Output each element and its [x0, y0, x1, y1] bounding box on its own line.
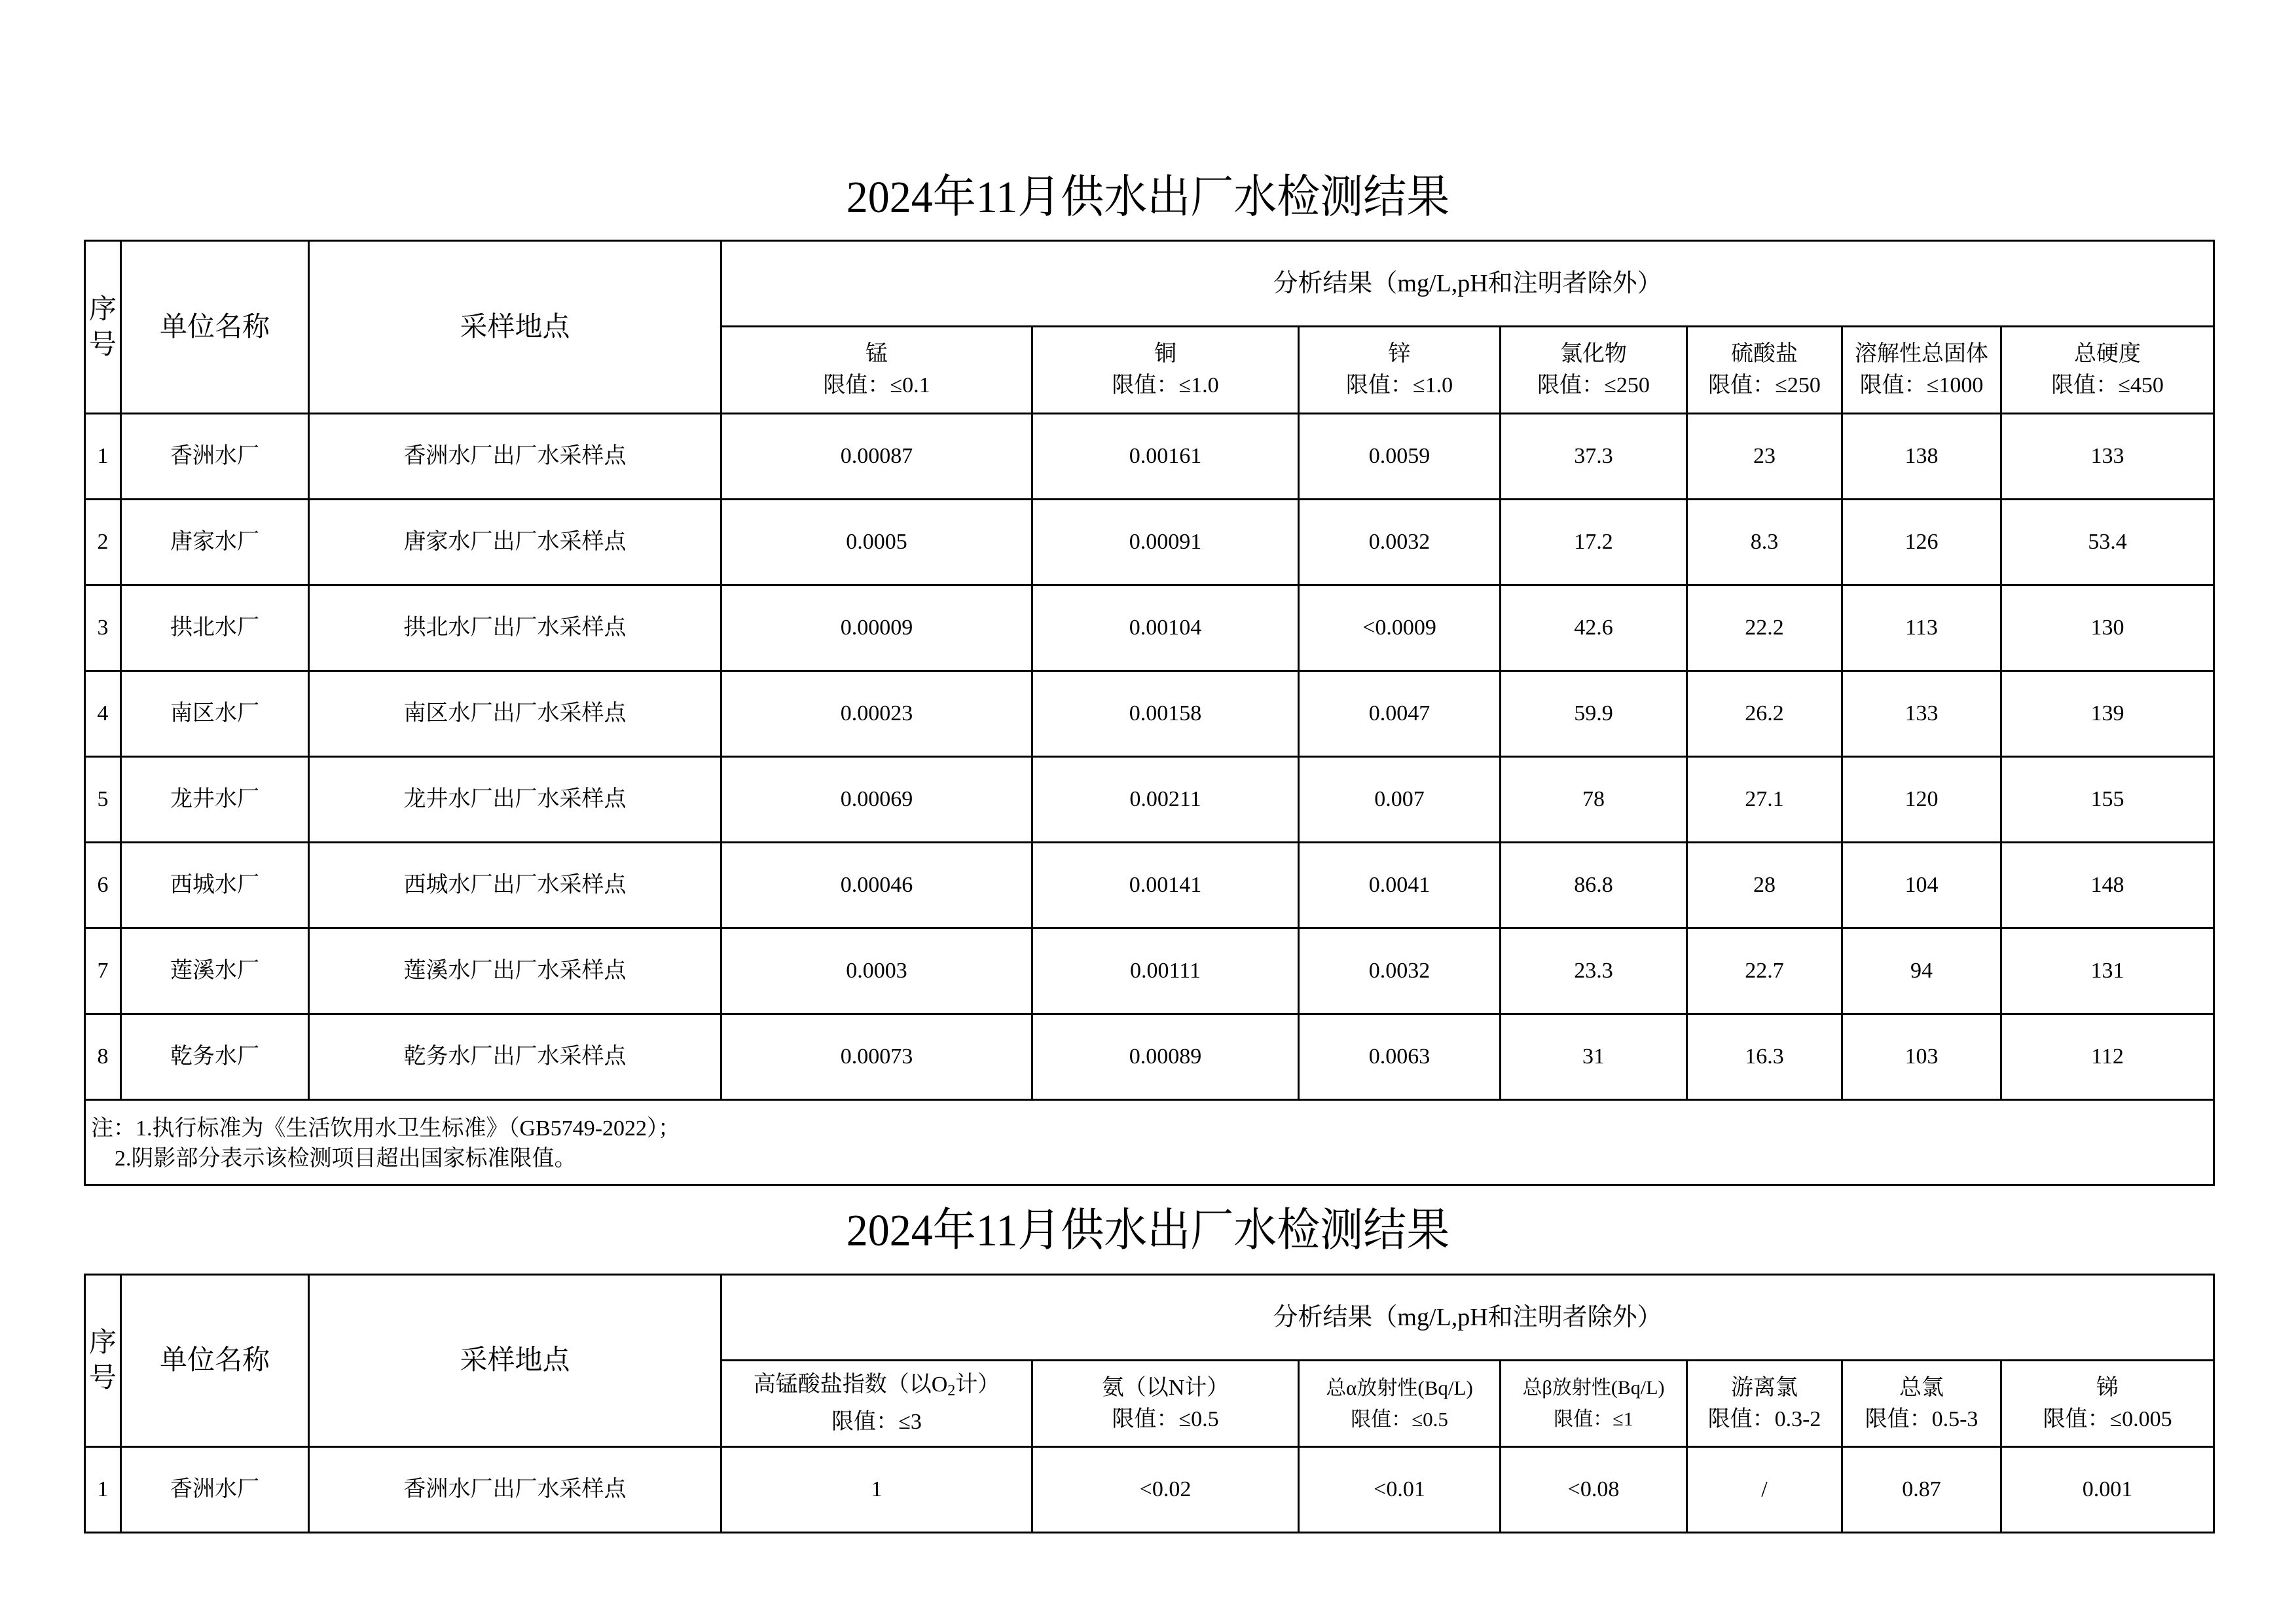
table-row: [85, 585, 2214, 671]
cell-value: <0.02: [1032, 1447, 1299, 1533]
cell-value: 0.007: [1299, 757, 1501, 843]
cell-value: 0.00091: [1032, 500, 1299, 585]
cell-value: 130: [2001, 585, 2214, 671]
header-seq: 序号: [85, 1275, 121, 1447]
cell-value: 0.00087: [721, 414, 1032, 500]
cell-value: 103: [1842, 1014, 2001, 1100]
cell-value: 0.00089: [1032, 1014, 1299, 1100]
col-header-total-chlorine: 总氯 限值：0.5-3: [1842, 1361, 2001, 1447]
cell-seq: 8: [85, 1014, 121, 1100]
cell-value: 133: [2001, 414, 2214, 500]
cell-value: 131: [2001, 928, 2214, 1014]
col-header-zinc: 锌 限值：≤1.0: [1299, 327, 1501, 414]
cell-unit: 香洲水厂: [121, 414, 309, 500]
cell-value: 37.3: [1501, 414, 1687, 500]
table-row: [85, 500, 2214, 585]
cell-value: 94: [1842, 928, 2001, 1014]
col-header-antimony: 锑 限值：≤0.005: [2001, 1361, 2214, 1447]
cell-unit: 西城水厂: [121, 843, 309, 928]
table1-title: 2024年11月供水出厂水检测结果: [846, 172, 1450, 223]
cell-value: 27.1: [1687, 757, 1842, 843]
cell-seq: 1: [85, 414, 121, 500]
results-table-1: [84, 240, 2215, 1186]
cell-value: 120: [1842, 757, 2001, 843]
cell-unit: 莲溪水厂: [121, 928, 309, 1014]
cell-value: 0.87: [1842, 1447, 2001, 1533]
cell-value: 139: [2001, 671, 2214, 757]
cell-value: 138: [1842, 414, 2001, 500]
cell-value: 23.3: [1501, 928, 1687, 1014]
cell-seq: 5: [85, 757, 121, 843]
cell-site: 香洲水厂出厂水采样点: [309, 1447, 721, 1533]
cell-seq: 6: [85, 843, 121, 928]
cell-value: 16.3: [1687, 1014, 1842, 1100]
cell-unit: 乾务水厂: [121, 1014, 309, 1100]
cell-site: 拱北水厂出厂水采样点: [309, 585, 721, 671]
cell-unit: 南区水厂: [121, 671, 309, 757]
cell-value: 17.2: [1501, 500, 1687, 585]
cell-value: 26.2: [1687, 671, 1842, 757]
col-header-tds: 溶解性总固体 限值：≤1000: [1842, 327, 2001, 414]
header-seq: 序号: [85, 241, 121, 414]
cell-site: 南区水厂出厂水采样点: [309, 671, 721, 757]
col-header-chloride: 氯化物 限值：≤250: [1501, 327, 1687, 414]
cell-value: 1: [721, 1447, 1032, 1533]
cell-value: 104: [1842, 843, 2001, 928]
table-row: [85, 1014, 2214, 1100]
cell-value: 133: [1842, 671, 2001, 757]
cell-value: 0.0005: [721, 500, 1032, 585]
cell-seq: 2: [85, 500, 121, 585]
cell-value: 0.0047: [1299, 671, 1501, 757]
header-site: 采样地点: [309, 1275, 721, 1447]
cell-site: 龙井水厂出厂水采样点: [309, 757, 721, 843]
col-header-free-chlorine: 游离氯 限值：0.3-2: [1687, 1361, 1842, 1447]
col-header-gross-alpha: 总α放射性(Bq/L) 限值：≤0.5: [1299, 1361, 1501, 1447]
table-row: [85, 414, 2214, 500]
table-row: [85, 671, 2214, 757]
cell-value: 148: [2001, 843, 2214, 928]
cell-value: 0.0032: [1299, 928, 1501, 1014]
col-header-gross-beta: 总β放射性(Bq/L) 限值：≤1: [1501, 1361, 1687, 1447]
cell-value: 0.00158: [1032, 671, 1299, 757]
col-header-manganese: 锰 限值：≤0.1: [721, 327, 1032, 414]
cell-value: 0.00046: [721, 843, 1032, 928]
cell-value: 0.001: [2001, 1447, 2214, 1533]
header-unit: 单位名称: [121, 241, 309, 414]
col-header-ammonia: 氨（以N计） 限值：≤0.5: [1032, 1361, 1299, 1447]
cell-site: 乾务水厂出厂水采样点: [309, 1014, 721, 1100]
cell-value: 8.3: [1687, 500, 1842, 585]
cell-value: 31: [1501, 1014, 1687, 1100]
note-line-1: 注：1.执行标准为《生活饮用水卫生标准》（GB5749-2022）；: [91, 1116, 681, 1141]
cell-unit: 唐家水厂: [121, 500, 309, 585]
header-analysis-group: 分析结果（mg/L,pH和注明者除外）: [721, 241, 2214, 327]
cell-value: 23: [1687, 414, 1842, 500]
header-analysis-group: 分析结果（mg/L,pH和注明者除外）: [721, 1275, 2214, 1361]
table-row: [85, 757, 2214, 843]
cell-value: 0.00104: [1032, 585, 1299, 671]
cell-value: 0.0041: [1299, 843, 1501, 928]
table-row: [85, 843, 2214, 928]
col-header-sulfate: 硫酸盐 限值：≤250: [1687, 327, 1842, 414]
cell-value: 0.00023: [721, 671, 1032, 757]
cell-value: 0.00211: [1032, 757, 1299, 843]
cell-value: 78: [1501, 757, 1687, 843]
cell-value: 113: [1842, 585, 2001, 671]
cell-site: 香洲水厂出厂水采样点: [309, 414, 721, 500]
cell-value: 0.00141: [1032, 843, 1299, 928]
header-unit: 单位名称: [121, 1275, 309, 1447]
cell-value: /: [1687, 1447, 1842, 1533]
cell-value: 0.00069: [721, 757, 1032, 843]
cell-site: 莲溪水厂出厂水采样点: [309, 928, 721, 1014]
cell-value: 155: [2001, 757, 2214, 843]
cell-value: 22.7: [1687, 928, 1842, 1014]
cell-unit: 香洲水厂: [121, 1447, 309, 1533]
cell-value: 0.00161: [1032, 414, 1299, 500]
cell-seq: 4: [85, 671, 121, 757]
col-header-hardness: 总硬度 限值：≤450: [2001, 327, 2214, 414]
cell-seq: 7: [85, 928, 121, 1014]
cell-value: 28: [1687, 843, 1842, 928]
note-line-2: 2.阴影部分表示该检测项目超出国家标准限值。: [115, 1147, 577, 1171]
cell-value: 0.0063: [1299, 1014, 1501, 1100]
cell-value: 22.2: [1687, 585, 1842, 671]
cell-value: 126: [1842, 500, 2001, 585]
cell-value: 0.0032: [1299, 500, 1501, 585]
cell-value: 0.0003: [721, 928, 1032, 1014]
table-notes: [85, 1100, 2214, 1185]
col-header-copper: 铜 限值：≤1.0: [1032, 327, 1299, 414]
cell-value: 0.00111: [1032, 928, 1299, 1014]
cell-seq: 3: [85, 585, 121, 671]
cell-unit: 拱北水厂: [121, 585, 309, 671]
cell-value: 0.0059: [1299, 414, 1501, 500]
cell-value: 53.4: [2001, 500, 2214, 585]
cell-value: 112: [2001, 1014, 2214, 1100]
cell-value: 59.9: [1501, 671, 1687, 757]
cell-value: 86.8: [1501, 843, 1687, 928]
cell-seq: 1: [85, 1447, 121, 1533]
cell-site: 西城水厂出厂水采样点: [309, 843, 721, 928]
cell-value: <0.0009: [1299, 585, 1501, 671]
table2-title: 2024年11月供水出厂水检测结果: [846, 1205, 1450, 1256]
cell-value: <0.01: [1299, 1447, 1501, 1533]
results-table-2: [84, 1274, 2215, 1533]
cell-value: 0.00073: [721, 1014, 1032, 1100]
cell-value: <0.08: [1501, 1447, 1687, 1533]
cell-value: 42.6: [1501, 585, 1687, 671]
col-header-permanganate-index: 高锰酸盐指数（以$O_2$计） 限值：≤3: [721, 1361, 1032, 1447]
table-row: [85, 1447, 2214, 1533]
header-site: 采样地点: [309, 241, 721, 414]
table-row: [85, 928, 2214, 1014]
cell-site: 唐家水厂出厂水采样点: [309, 500, 721, 585]
cell-unit: 龙井水厂: [121, 757, 309, 843]
cell-value: 0.00009: [721, 585, 1032, 671]
